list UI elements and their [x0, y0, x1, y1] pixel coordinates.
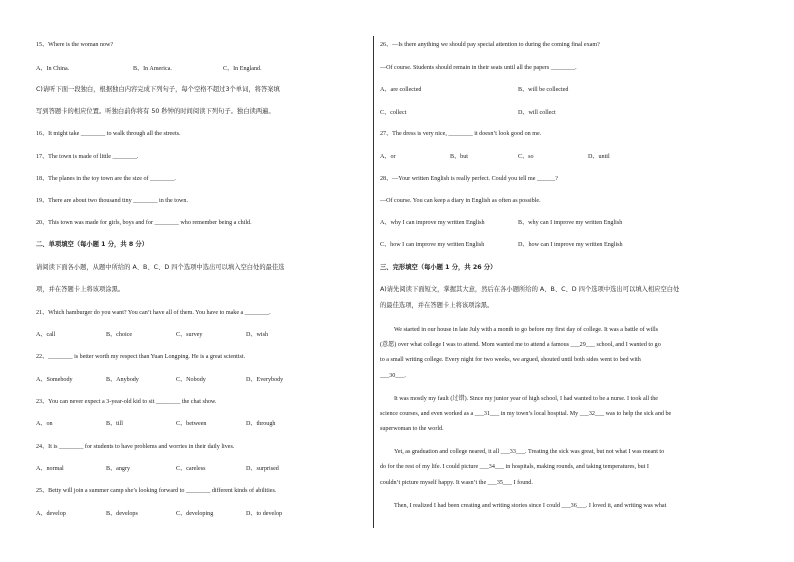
question-27: 27、The dress is very nice, ________ it doesn’t look good on me.: [380, 131, 542, 137]
option-d: D、surprised: [246, 466, 279, 472]
option-c: C、how I can improve my written English: [380, 242, 485, 248]
passage-line: superwoman to the world.: [380, 426, 444, 432]
question-28: 28、—Your written English is really perfect. Could you tell me ______?: [380, 176, 558, 182]
passage-line: Then, I realized I had been creating and writing stories since I could ___36___. I loved it, and writing was what: [394, 503, 667, 509]
option-b: B、why can I improve my written English: [518, 220, 623, 226]
option-c: C、In England.: [223, 66, 262, 72]
option-d: D、through: [246, 421, 276, 427]
passage-line: (意愿) over what college I was to attend. Mom wanted me to attend a famous ___29___ school, and I wanted to go: [380, 342, 661, 348]
option-b: B、till: [106, 421, 123, 427]
question-26-answer: —Of course. Students should remain in their seats until all the papers ________.: [380, 65, 577, 71]
option-c: C、developing: [176, 511, 214, 517]
passage-line: do for the rest of my life. I could picture ___34___ in hospitals, making rounds, and taking temperatures, but I: [380, 464, 649, 470]
option-d: D、how can I improve my written English: [518, 242, 623, 248]
question-20: 20、This town was made for girls, boys and for ________ who remember being a child.: [36, 220, 252, 226]
option-a: A、call: [36, 332, 56, 338]
question-21: 21、Which hamburger do you want? You can’t have all of them. You have to make a ________.: [36, 310, 271, 316]
section-c-instructions: C)请听下面一段独白，根据独白内容完成下列句子，每个空格不超过3个单词，将答案填: [36, 86, 280, 93]
option-a: A、are collected: [380, 87, 422, 93]
column-divider: [373, 36, 374, 528]
passage-line: couldn’t picture myself happy. It wasn’t the ___35___ I found.: [380, 480, 533, 486]
option-b: B、In America.: [133, 66, 172, 72]
option-d: D、wish: [246, 332, 269, 338]
option-d: D、will collect: [518, 110, 556, 116]
option-a: A、In China.: [36, 66, 70, 72]
passage-line: science courses, and even worked as a ___31___ in my town’s local hospital. My ___32___ was to help the sick and be: [380, 411, 672, 417]
passage-line: ___30___.: [380, 373, 406, 379]
section-3-instructions-cont: 的最佳选项，并在答题卡上将该项涂黑。: [380, 302, 494, 309]
question-24: 24、It is ________ for students to have problems and worries in their daily lives.: [36, 444, 235, 450]
option-d: D、to develop: [246, 511, 283, 517]
question-28-answer: —Of course. You can keep a diary in English as often as possible.: [380, 198, 541, 204]
option-a: A、or: [380, 154, 396, 160]
question-18: 18、The planes in the toy town are the size of ________.: [36, 176, 176, 182]
option-a: A、why I can improve my written English: [380, 220, 485, 226]
section-3-title: 三、完形填空（每小题 1 分，共 26 分）: [380, 264, 497, 271]
option-c: C、Nobody: [176, 377, 206, 383]
option-a: A、Somebody: [36, 377, 73, 383]
passage-line: It was mostly my fault (过错). Since my junior year of high school, I had wanted to be a nurse. I took all the: [394, 396, 659, 402]
option-b: B、but: [450, 154, 468, 160]
option-b: B、angry: [106, 466, 131, 472]
question-17: 17、The town is made of little ________.: [36, 154, 139, 160]
option-b: B、Anybody: [106, 377, 139, 383]
question-26: 26、—Is there anything we should pay special attention to during the coming final exam?: [380, 42, 600, 48]
section-2-instructions-cont: 项，并在答题卡上将该项涂黑。: [36, 286, 125, 293]
option-a: A、develop: [36, 511, 66, 517]
passage-line: to a small writing college. Every night for two weeks, we argued, shouted until both sides went to bed with: [380, 357, 641, 363]
option-a: A、normal: [36, 466, 64, 472]
passage-line: We started in our house in late July with a month to go before my first day of college. It was a battle of wills: [394, 327, 659, 333]
question-25: 25、Betty will join a summer camp she’s looking forward to ________ different kinds of abilities.: [36, 488, 277, 494]
section-3-instructions: A)请先阅读下面短文，掌握其大意，然后在各小题所给的 A、B、C、D 四个选项中选出可以填入相应空白处: [380, 286, 680, 293]
passage-line: Yet, as graduation and college neared, it all ___33___. Treating the sick was great, but not what I was meant to: [394, 449, 665, 455]
section-c-instructions-cont: 写到答题卡的相应位置。听独白前你将有 50 秒钟的时间阅读下列句子。独白读两遍。: [36, 108, 275, 115]
option-c: C、careless: [176, 466, 206, 472]
option-c: C、collect: [380, 110, 407, 116]
section-2-title: 二、单项填空（每小题 1 分，共 8 分）: [36, 241, 148, 248]
option-b: B、will be collected: [518, 87, 569, 93]
section-2-instructions: 请阅读下面各小题，从题中所给的 A、B、C、D 四个选项中选出可以填入空白处的最佳选: [36, 264, 285, 271]
question-19: 19、There are about two thousand tiny ________ in the town.: [36, 198, 188, 204]
option-d: D、until: [588, 154, 610, 160]
option-c: C、so: [518, 154, 534, 160]
option-b: B、develops: [106, 511, 138, 517]
option-b: B、choice: [106, 332, 133, 338]
question-16: 16、It might take ________ to walk through all the streets.: [36, 131, 181, 137]
question-15: 15、Where is the woman now?: [36, 42, 114, 48]
option-a: A、on: [36, 421, 53, 427]
question-23: 23、You can never expect a 3-year-old kid to sit ________ the chat show.: [36, 399, 217, 405]
question-22: 22、________ is better worth my respect than Yuan Longping. He is a great scientist.: [36, 354, 246, 360]
option-c: C、between: [176, 421, 207, 427]
option-d: D、Everybody: [246, 377, 284, 383]
option-c: C、survey: [176, 332, 203, 338]
